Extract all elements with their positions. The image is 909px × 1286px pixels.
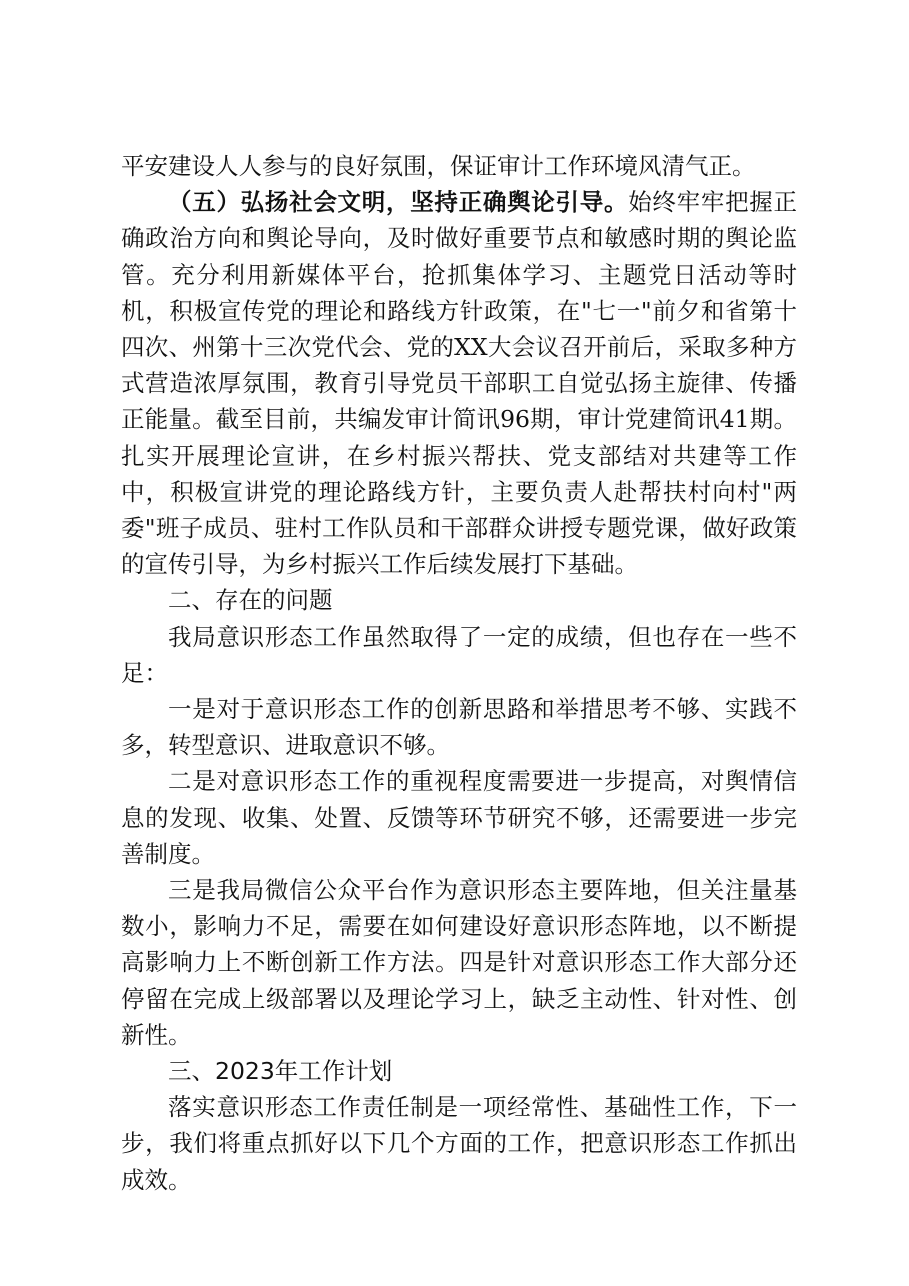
section-3-heading: 三、2023年工作计划 [168, 1057, 393, 1086]
paragraph-5 [121, 184, 797, 582]
issue-3-4-paragraph: 三是我局微信公众平台作为意识形态主要阵地，但关注量基数小，影响力不足，需要在如何建设好意识形态阵地，以不断提高影响力上不断创新工作方法。四是针对意识形态工作大部分还停留在完成上级部署以及理论学习上，缺乏主动性、针对性、创新性。 [121, 876, 797, 1049]
paragraph-5-lead: （五）弘扬社会文明，坚持正确舆论引导。 [168, 188, 629, 217]
issue-1-paragraph: 一是对于意识形态工作的创新思路和举措思考不够、实践不多，转型意识、进取意识不够。 [121, 695, 797, 760]
section-2-heading: 二、存在的问题 [168, 586, 333, 615]
document-body [121, 148, 797, 1198]
section-2-intro: 我局意识形态工作虽然取得了一定的成绩，但也存在一些不足： [121, 622, 797, 687]
paragraph-continuation: 平安建设人人参与的良好氛围，保证审计工作环境风清气正。 [121, 152, 756, 180]
issue-2-paragraph: 二是对意识形态工作的重视程度需要进一步提高，对舆情信息的发现、收集、处置、反馈等环节研究不够，还需要进一步完善制度。 [121, 767, 797, 868]
paragraph-5-body: 始终牢牢把握正确政治方向和舆论导向，及时做好重要节点和敏感时期的舆论监管。充分利用新媒体平台，抢抓集体学习、主题党日活动等时机，积极宣传党的理论和路线方针政策，在"七一"前夕和省第十四次、州第十三次党代会、党的XX大会议召开前后，采取多种方式营造浓厚氛围，教育引导党员干部职工自觉弘扬主旋律、传播正能量。截至目前，共编发审计简讯96期，审计党建简讯41期。扎实开展理论宣讲，在乡村振兴帮扶、党支部结对共建等工作中，积极宣讲党的理论路线方针，主要负责人赴帮扶村向村"两委"班子成员、驻村工作队员和干部群众讲授专题党课，做好政策的宣传引导，为乡村振兴工作后续发展打下基础。 [121, 188, 798, 579]
section-3-intro: 落实意识形态工作责任制是一项经常性、基础性工作，下一步，我们将重点抓好以下几个方面的工作，把意识形态工作抓出成效。 [121, 1093, 797, 1194]
